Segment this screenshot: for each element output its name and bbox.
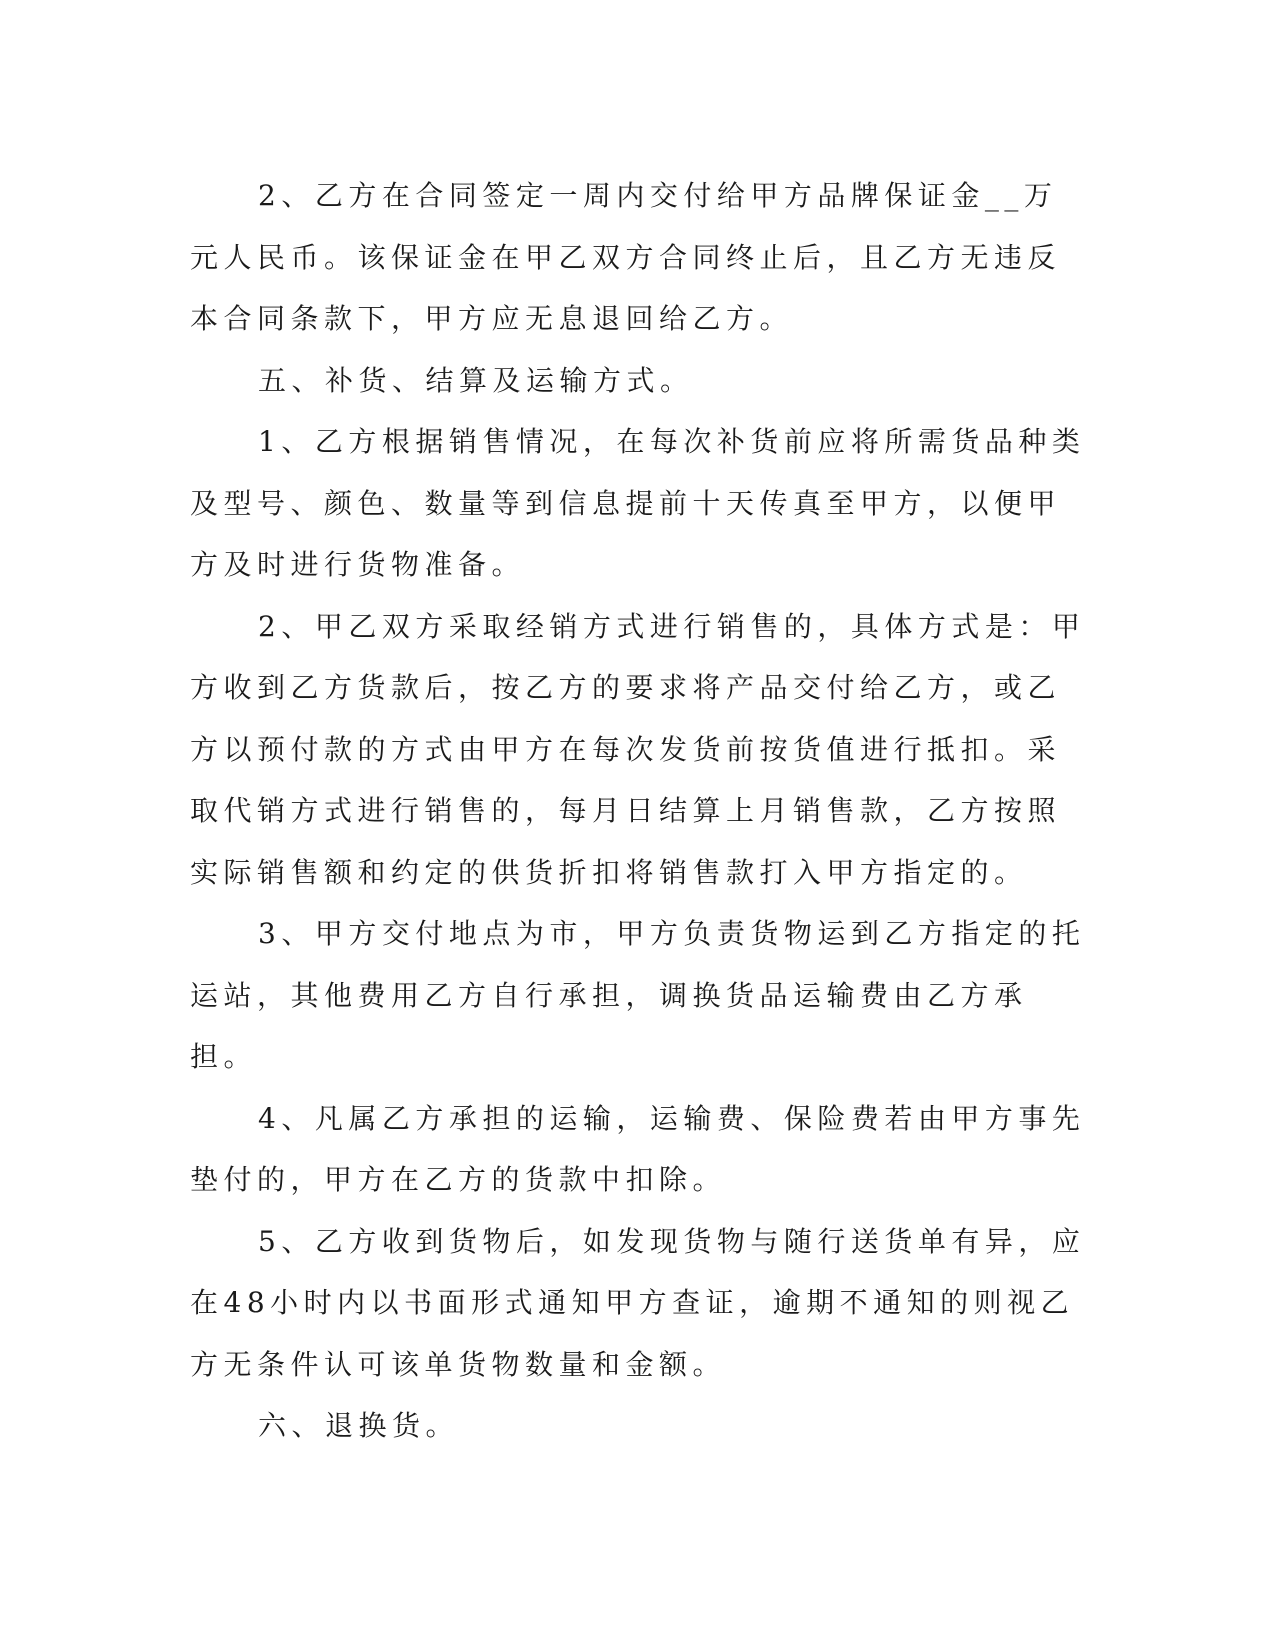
text-line: 单货物数量和金额。 (424, 1347, 727, 1381)
text-line: 式由甲方在每次发货前按货值进行抵扣。采取代销方式进行销售的， (190, 732, 1062, 827)
text-line: 1、乙方根据销售情况，在每次补货前应将所需货品种类及型号 (190, 425, 1086, 520)
paragraph-replenishment (190, 411, 1090, 596)
text-line: 、颜色、数量等到信息提前十天传真至甲方，以便甲方及时进行货物 (190, 486, 1062, 581)
text-line: 乙方货款后，按乙方的要求将产品交付给乙方，或乙方以预付款的方 (190, 671, 1062, 766)
text-line: 五、补货、结算及运输方式。 (258, 363, 694, 397)
text-line: 其他费用乙方自行承担，调换货品运输费由乙方承担。 (190, 978, 1028, 1073)
text-line: 每月日结算上月销售款，乙方按照实际销售额和约定的供货折扣将销 (190, 794, 1062, 889)
document-body (190, 165, 1090, 1457)
paragraph-delivery-location (190, 903, 1090, 1088)
text-line: 方应无息退回给乙方。 (458, 302, 794, 335)
heading-section-five (190, 350, 1090, 412)
text-line: 售款打入甲方指定的。 (692, 855, 1028, 889)
paragraph-deposit (190, 165, 1090, 350)
paragraph-goods-inspection (190, 1211, 1090, 1396)
text-line: 5、乙方收到货物后，如发现货物与随行送货单有异，应在48小 (190, 1224, 1086, 1319)
text-line: 准备。 (424, 548, 526, 581)
text-line: 。该保证金在甲乙双方合同终止后，且乙方无违反本合同条款下，甲 (190, 240, 1062, 335)
text-line: 六、退换货。 (258, 1409, 460, 1442)
text-line: ，甲方在乙方的货款中扣除。 (290, 1163, 727, 1196)
text-line: 2、乙方在合同签定一周内交付给甲方品牌保证金__万元人民币 (190, 179, 1058, 274)
paragraph-transport-cost (190, 1088, 1090, 1211)
text-line: 时内以书面形式通知甲方查证，逾期不通知的则视乙方无条件认可该 (190, 1286, 1075, 1381)
heading-section-six (190, 1395, 1090, 1457)
text-line: 2、甲乙双方采取经销方式进行销售的，具体方式是：甲方收到 (190, 609, 1086, 704)
text-line: 4、凡属乙方承担的运输，运输费、保险费若由甲方事先垫付的 (190, 1101, 1086, 1196)
text-line: 3、甲方交付地点为市，甲方负责货物运到乙方指定的托运站， (190, 917, 1086, 1012)
paragraph-settlement (190, 596, 1090, 904)
